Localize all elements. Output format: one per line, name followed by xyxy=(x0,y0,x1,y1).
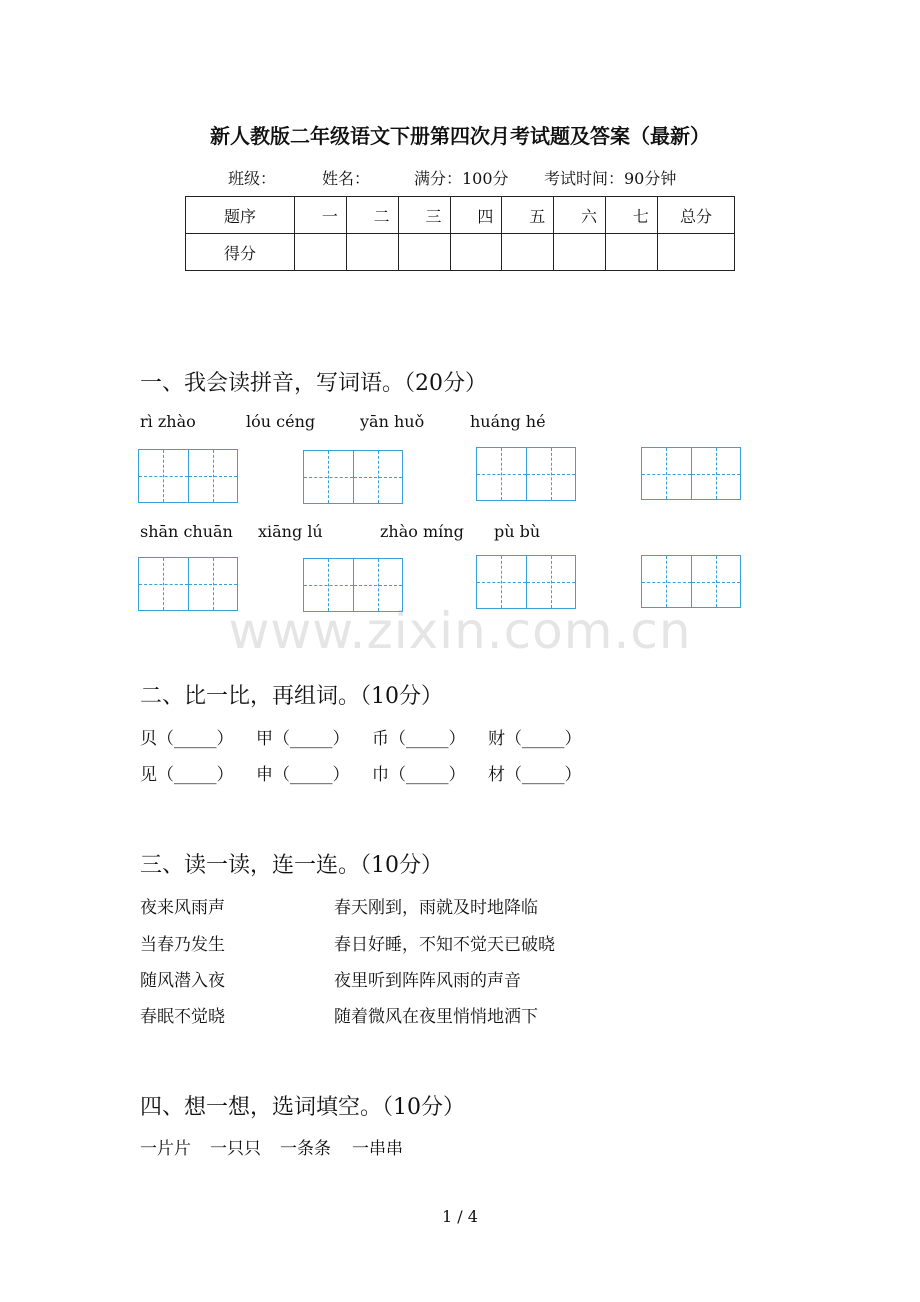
score-table xyxy=(185,196,735,271)
pinyin-item: huáng hé xyxy=(470,412,546,431)
total-label: 总分 xyxy=(657,197,734,234)
compare-item[interactable]: 贝（_____） xyxy=(140,729,234,749)
writing-grid[interactable] xyxy=(641,555,741,608)
compare-item[interactable]: 材（_____） xyxy=(488,765,582,785)
compare-item[interactable]: 申（_____） xyxy=(256,765,350,785)
poem-line[interactable]: 当春乃发生 xyxy=(140,935,225,955)
name-field: 姓名： xyxy=(322,169,371,188)
header-label: 题序 xyxy=(186,197,295,234)
column-7: 七 xyxy=(606,197,658,234)
compare-item[interactable]: 甲（_____） xyxy=(256,729,350,749)
class-field: 班级： xyxy=(228,169,277,188)
page-title: 新人教版二年级语文下册第四次月考试题及答案（最新） xyxy=(210,124,710,148)
score-cell[interactable] xyxy=(398,234,450,271)
column-6: 六 xyxy=(554,197,606,234)
compare-item[interactable]: 币（_____） xyxy=(372,729,466,749)
column-3: 三 xyxy=(398,197,450,234)
poem-line[interactable]: 夜来风雨声 xyxy=(140,898,225,918)
pinyin-item: shān chuān xyxy=(140,522,233,541)
writing-grid[interactable] xyxy=(476,447,576,501)
score-table-header-row xyxy=(186,197,735,234)
word-option: 一串串 xyxy=(352,1139,403,1159)
section-3-heading: 三、读一读，连一连。（10分） xyxy=(140,853,443,878)
pinyin-item: lóu céng xyxy=(246,412,316,431)
score-table-score-row xyxy=(186,234,735,271)
watermark: www.zixin.com.cn xyxy=(228,602,692,660)
column-5: 五 xyxy=(502,197,554,234)
writing-grid[interactable] xyxy=(138,449,238,503)
writing-grid[interactable] xyxy=(476,555,576,609)
pinyin-item: rì zhào xyxy=(140,412,196,431)
pinyin-item: pù bù xyxy=(494,522,541,541)
word-option: 一只只 xyxy=(210,1139,261,1159)
exam-time: 考试时间：90分钟 xyxy=(544,169,677,188)
score-cell[interactable] xyxy=(606,234,658,271)
score-cell[interactable] xyxy=(502,234,554,271)
writing-grid[interactable] xyxy=(303,450,403,504)
score-label: 得分 xyxy=(186,234,295,271)
pinyin-item: yān huǒ xyxy=(360,412,425,431)
section-2-heading: 二、比一比，再组词。（10分） xyxy=(140,684,443,709)
poem-line[interactable]: 随风潜入夜 xyxy=(140,971,225,991)
section-4-heading: 四、想一想，选词填空。（10分） xyxy=(140,1095,465,1120)
score-cell[interactable] xyxy=(554,234,606,271)
meaning-line[interactable]: 夜里听到阵阵风雨的声音 xyxy=(334,971,521,991)
full-score: 满分：100分 xyxy=(414,169,509,188)
poem-line[interactable]: 春眠不觉晓 xyxy=(140,1007,225,1027)
score-cell[interactable] xyxy=(295,234,347,271)
pinyin-item: xiāng lú xyxy=(258,522,323,541)
column-1: 一 xyxy=(295,197,347,234)
meaning-line[interactable]: 随着微风在夜里悄悄地洒下 xyxy=(334,1007,538,1027)
writing-grid[interactable] xyxy=(641,447,741,500)
word-option: 一片片 xyxy=(140,1139,191,1159)
meaning-line[interactable]: 春日好睡，不知不觉天已破晓 xyxy=(334,935,555,955)
score-cell[interactable] xyxy=(346,234,398,271)
pinyin-item: zhào míng xyxy=(380,522,464,541)
word-option: 一条条 xyxy=(280,1139,331,1159)
score-cell[interactable] xyxy=(657,234,734,271)
score-cell[interactable] xyxy=(450,234,502,271)
compare-item[interactable]: 巾（_____） xyxy=(372,765,466,785)
column-4: 四 xyxy=(450,197,502,234)
compare-item[interactable]: 见（_____） xyxy=(140,765,234,785)
page-number: 1 / 4 xyxy=(442,1207,478,1226)
column-2: 二 xyxy=(346,197,398,234)
meaning-line[interactable]: 春天刚到，雨就及时地降临 xyxy=(334,898,538,918)
section-1-heading: 一、我会读拼音，写词语。（20分） xyxy=(140,371,487,396)
compare-item[interactable]: 财（_____） xyxy=(488,729,582,749)
